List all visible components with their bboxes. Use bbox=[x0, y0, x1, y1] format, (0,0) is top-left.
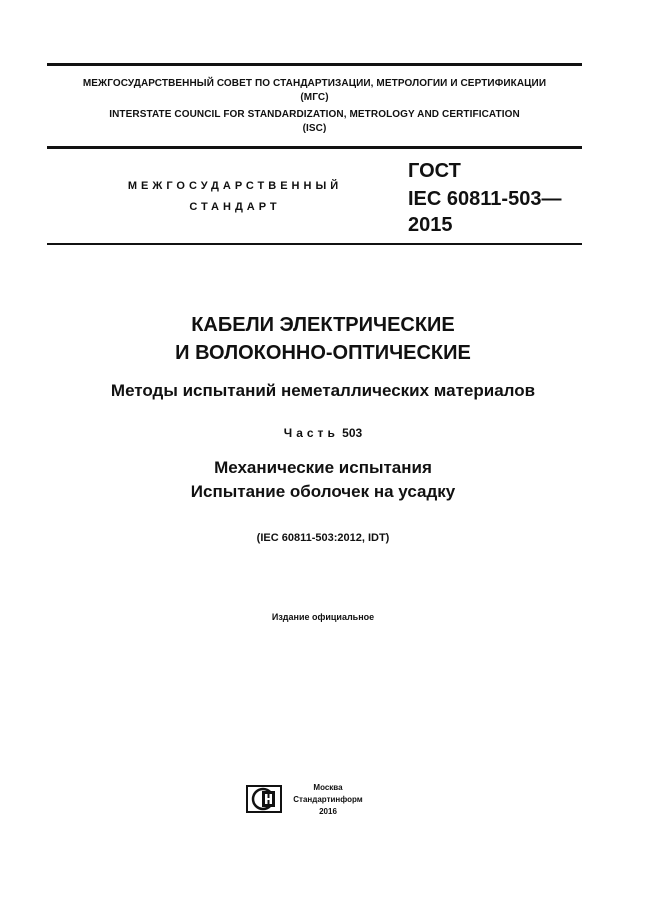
standard-label-line2: СТАНДАРТ bbox=[189, 201, 281, 213]
iec-reference: (IEC 60811-503:2012, IDT) bbox=[256, 532, 390, 544]
council-ru bbox=[47, 77, 582, 105]
part-word: Часть bbox=[283, 426, 339, 440]
part-heading-line1: Механические испытания bbox=[214, 458, 432, 477]
publisher-name: Стандартинформ bbox=[293, 795, 363, 804]
standard-label-line1: МЕЖГОСУДАРСТВЕННЫЙ bbox=[127, 180, 343, 192]
gost-designation-line1: ГОСТ bbox=[408, 160, 461, 182]
document-title-line1: КАБЕЛИ ЭЛЕКТРИЧЕСКИЕ bbox=[191, 314, 455, 336]
council-ru-name: МЕЖГОСУДАРСТВЕННЫЙ СОВЕТ ПО СТАНДАРТИЗАЦИИ, МЕТРОЛОГИИ И СЕРТИФИКАЦИИ bbox=[82, 78, 547, 89]
edition-note: Издание официальное bbox=[271, 612, 375, 622]
council-en bbox=[47, 108, 582, 136]
part-number: 503 bbox=[342, 426, 363, 440]
gost-designation-line3: 2015 bbox=[408, 214, 453, 236]
bottom-rule bbox=[47, 243, 582, 245]
top-rule bbox=[47, 63, 582, 66]
document-title-line2: И ВОЛОКОННО-ОПТИЧЕСКИЕ bbox=[175, 342, 471, 364]
council-en-abbr: (ISC) bbox=[302, 123, 327, 134]
part-designation bbox=[0, 424, 646, 442]
part-heading-line2: Испытание оболочек на усадку bbox=[190, 482, 456, 501]
publisher-year: 2016 bbox=[319, 807, 337, 816]
standartinform-logo-icon bbox=[246, 785, 282, 813]
document-subtitle: Методы испытаний неметаллических материалов bbox=[110, 381, 536, 400]
gost-designation-line2: IEC 60811-503— bbox=[408, 188, 562, 210]
council-en-name: INTERSTATE COUNCIL FOR STANDARDIZATION, METROLOGY AND CERTIFICATION bbox=[109, 109, 520, 120]
council-ru-abbr: (МГС) bbox=[300, 92, 329, 103]
middle-rule bbox=[47, 146, 582, 149]
publisher-city: Москва bbox=[313, 783, 343, 792]
